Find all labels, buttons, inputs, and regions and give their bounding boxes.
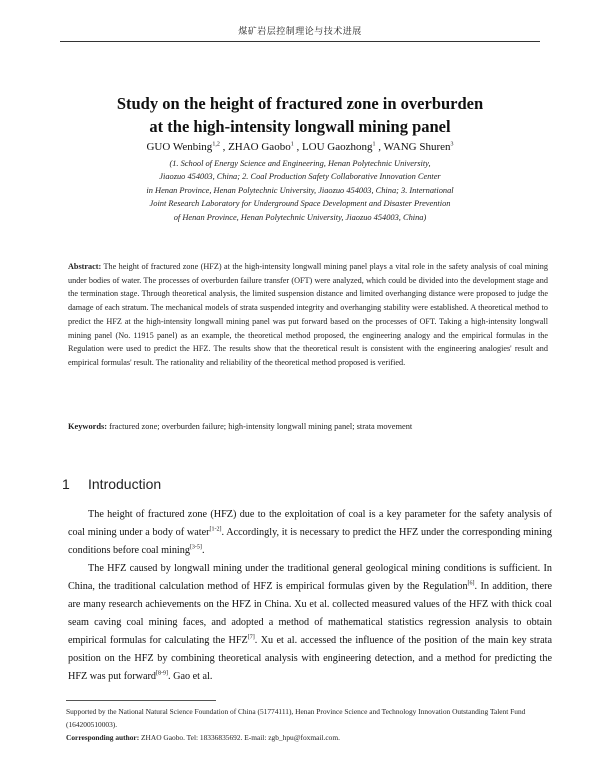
affiliation-line: Joint Research Laboratory for Underground Space Development and Disaster Prevention [149,199,451,209]
title-line-2: at the high-intensity longwall mining panel [149,117,451,136]
text-run: . [201,545,205,556]
author-affil-mark: 1,2 [212,141,220,148]
text-run: . Xu et al. accessed the influence of the position of the main key strata position on the HFZ by combining theoretical analysis with engineering detection, and a method for predicting the HFZ was put forward [68,635,552,682]
affiliation-line: in Henan Province, Henan Polytechnic University, Jiaozuo 454003, China; 3. International [146,185,454,195]
citation: [8-9] [156,670,168,677]
author-affil-mark: 1 [290,141,294,148]
affiliation-line: of Henan Province, Henan Polytechnic University, Jiaozuo 454003, China) [173,212,427,222]
citation: [6] [467,580,475,587]
journal-running-title: 煤矿岩层控制理论与技术进展 [238,27,362,37]
section-heading [62,476,161,492]
text-run: . Accordingly, it is necessary to predict the HFZ under the corresponding mining conditions before coal mining [68,527,552,556]
citation: [3-5] [189,544,202,551]
author-name: ZHAO Gaobo [228,141,291,153]
article-title [70,92,530,138]
title-line-1: Study on the height of fractured zone in overburden [116,94,484,113]
author-name: LOU Gaozhong [301,141,373,153]
header-rule [60,41,540,42]
corresponding-text: ZHAO Gaobo. Tel: 18336835692. E-mail: zgb_hpu@foxmail.com. [141,733,340,742]
author-affil-mark: 1 [372,141,376,148]
text-run: . In addition, there are many research achievements on the HFZ in China. Xu et al. collected measured values of the HFZ with thick coal seam caving coal mining faces, and adopted a method of mathematical statistics regression analysis to obtain empirical formulas for calculating the HFZ [68,581,553,646]
section-number: 1 [62,476,70,492]
funding-footnote: Supported by the National Natural Science Foundation of China (51774111), Henan Province Science and Technology Innovation Outstanding Talent Fund (164200510003). [66,707,526,729]
author-separator: , [375,141,382,153]
author-separator: , [219,141,226,153]
abstract-label: Abstract: [68,262,102,271]
running-header [60,14,540,48]
corresponding-label: Corresponding author: [66,733,140,742]
section-title: Introduction [88,476,162,492]
footnote-rule [66,700,216,701]
corresponding-footnote [66,731,554,744]
affiliations [70,157,530,224]
author-list [60,141,540,153]
keywords-text: fractured zone; overburden failure; high-intensity longwall mining panel; strata movement [109,422,413,431]
footnotes [66,705,554,744]
affiliation-line: (1. School of Energy Science and Engineering, Henan Polytechnic University, [169,159,431,168]
affiliation-line: Jiaozuo 454003, China; 2. Coal Production Safety Collaborative Innovation Center [159,172,441,182]
author-affil-mark: 3 [450,141,454,148]
author-name: WANG Shuren [383,141,451,153]
citation: [1-2] [209,526,222,533]
text-run: The height of fractured zone (HFZ) due to the exploitation of coal is a key parameter for the safety analysis of coal mining under a body of water [68,509,552,538]
keywords [68,422,548,431]
author-separator: , [293,141,300,153]
keywords-label: Keywords: [68,422,108,431]
paragraph [68,506,552,560]
citation: [7] [247,634,255,641]
abstract [68,260,548,370]
body-text [68,506,552,686]
text-run: The HFZ caused by longwall mining under the traditional general geological mining conditions is sufficient. In China, the traditional calculation method of HFZ is empirical formulas given by the Regulation [68,563,552,592]
abstract-text: The height of fractured zone (HFZ) at the high-intensity longwall mining panel plays a vital role in the safety analysis of coal mining under bodies of water. The processes of overburden failure transfer (OFT) were analyzed, which could be divided into the development stage and the termination stage. Through theoretical analysis, the limited suspension distance and limited overhanging distance were proposed to judge the damage of each stratum. The mechanical models of strata suspended integrity and overhanging stability were established. A theoretical method to predict the HFZ at the high-intensity longwall mining panel was put forward based on the processes of OFT. Taking a high-intensity longwall mining panel (No. 11915 panel) as an example, the theoretical method proposed, the engineering analogy and the empirical formulas in the Regulation were used to predict the HFZ. The results show that the theoretical result is consistent with the engineering analogies' result and empirical formulas' result. The rationality and reliability of the theoretical method proposed is verified. [68,262,548,367]
text-run: . Gao et al. [168,671,213,682]
author-name: GUO Wenbing [146,141,213,153]
paragraph [68,560,552,686]
